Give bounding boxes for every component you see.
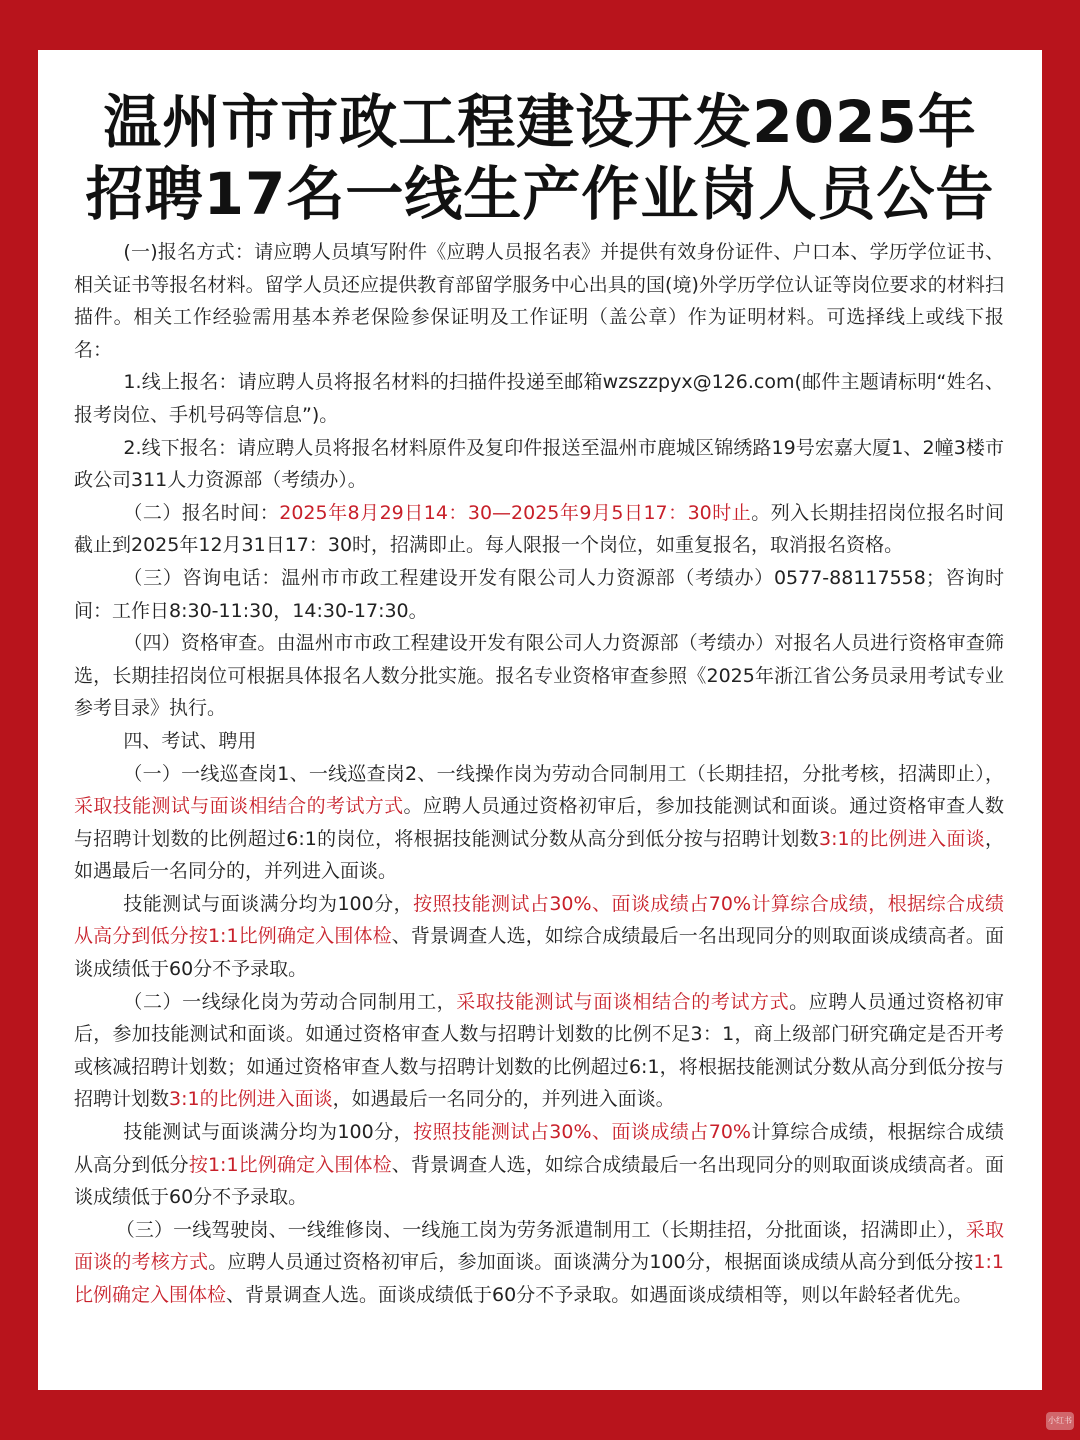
paragraph-exam-3 [74,1214,1004,1312]
paragraph-registration-method: (一)报名方式：请应聘人员填写附件《应聘人员报名表》并提供有效身份证件、户口本、学历学位证书、相关证书等报名材料。留学人员还应提供教育部留学服务中心出具的国(境)外学历学位认证等岗位要求的材料扫描件。相关工作经验需用基本养老保险参保证明及工作证明（盖公章）作为证明材料。可选择线上或线下报名： [74,241,1004,361]
paragraph-registration-time [74,497,1004,562]
highlight-text: 采取技能测试与面谈相结合的考试方式 [74,795,404,818]
text-segment: （一）一线巡查岗1、一线巡查岗2、一线操作岗为劳动合同制用工（长期挂招，分批考核，招满即止）， [123,762,1004,785]
paragraph-qualification-review: （四）资格审查。由温州市市政工程建设开发有限公司人力资源部（考绩办）对报名人员进行资格审查筛选，长期挂招岗位可根据具体报名人数分批实施。报名专业资格审查参照《2025年浙江省公务员录用考试专业参考目录》执行。 [74,632,1004,720]
title-line-2: 招聘17名一线生产作业岗人员公告 [85,160,995,228]
text-segment: 技能测试与面谈满分均为100分， [123,892,414,915]
text-segment: 、背景调查人选，如综合成绩最后一名出现同分的则取面谈成绩高者。面谈成绩低于60分不予录取。 [74,925,1004,981]
title-line-1: 温州市市政工程建设开发2025年 [103,88,977,156]
highlight-text: 2025年8月29日14：30—2025年9月5日17：30时止 [279,501,752,524]
paragraph-online-registration: 1.线上报名：请应聘人员将报名材料的扫描件投递至邮箱wzszzpyx@126.com(邮件主题请标明“姓名、报考岗位、手机号码等信息”)。 [74,371,1004,426]
text-segment: 。列入长期挂招岗位报名时间截止到2025年12月31日17：30时，招满即止。每人限报一个岗位，如重复报名，取消报名资格。 [74,501,1004,557]
highlight-text: 3:1的比例进入面谈 [169,1088,333,1111]
paragraph-offline-registration: 2.线下报名：请应聘人员将报名材料原件及复印件报送至温州市鹿城区锦绣路19号宏嘉大厦1、2幢3楼市政公司311人力资源部（考绩办）。 [74,436,1004,492]
paragraph-exam-2 [74,986,1004,1116]
text-segment: 、背景调查人选，如综合成绩最后一名出现同分的则取面谈成绩高者。面谈成绩低于60分不予录取。 [74,1153,1004,1209]
text-segment: 计算综合成绩，根据综合成绩从高分到低分 [74,1121,1004,1176]
text-segment: 、背景调查人选。面谈成绩低于60分不予录取。如遇面谈成绩相等，则以年龄轻者优先。 [226,1284,973,1306]
text-segment: （二）报名时间： [123,501,280,524]
highlight-text: 按照技能测试占30%、面谈成绩占70% [413,1121,751,1144]
text-segment: 技能测试与面谈满分均为100分， [123,1121,414,1144]
text-segment: 。应聘人员通过资格初审后，参加技能测试和面谈。通过资格审查人数与招聘计划数的比例超过6:1的岗位，将根据技能测试分数从高分到低分按与招聘计划数 [74,795,1004,850]
highlight-text: 3:1的比例进入面谈 [818,827,985,850]
text-segment: ，如遇最后一名同分的，并列进入面谈。 [74,827,1004,883]
text-segment: ，如遇最后一名同分的，并列进入面谈。 [332,1088,675,1111]
paragraph-consultation: （三）咨询电话：温州市市政工程建设开发有限公司人力资源部（考绩办）0577-88117558；咨询时间：工作日8:30-11:30，14:30-17:30。 [74,566,1004,622]
text-segment: 。应聘人员通过资格初审后，参加技能测试和面谈。如通过资格审查人数与招聘计划数的比例不足3：1，商上级部门研究确定是否开考或核减招聘计划数；如通过资格审查人数与招聘计划数的比例超过6:1，将根据技能测试分数从高分到低分按与招聘计划数 [74,990,1004,1111]
highlight-text: 按照技能测试占30%、面谈成绩占70%计算综合成绩，根据综合成绩从高分到低分按1:1比例确定入围体检 [74,892,1004,948]
document-body [74,236,1004,1312]
highlight-text: 采取面谈的考核方式 [74,1218,1004,1274]
text-segment: （三）一线驾驶岗、一线维修岗、一线施工岗为劳务派遣制用工（长期挂招，分批面谈，招满即止）， [115,1218,966,1241]
section-heading-exam: 四、考试、聘用 [123,729,257,752]
document-page [38,50,1042,1390]
highlight-text: 采取技能测试与面谈相结合的考试方式 [456,990,790,1013]
paragraph-exam-1-scoring [74,888,1004,986]
paragraph-exam-1 [74,758,1004,888]
highlight-text: 按1:1比例确定入围体检 [188,1153,392,1176]
watermark-logo: 小红书 [1046,1412,1074,1430]
paragraph-exam-2-scoring [74,1116,1004,1214]
text-segment: （二）一线绿化岗为劳动合同制用工， [123,990,457,1013]
text-segment: 。应聘人员通过资格初审后，参加面谈。面谈满分为100分，根据面谈成绩从高分到低分按 [208,1251,974,1274]
page-title [38,86,1042,230]
highlight-text: 1:1比例确定入围体检 [74,1251,1004,1306]
